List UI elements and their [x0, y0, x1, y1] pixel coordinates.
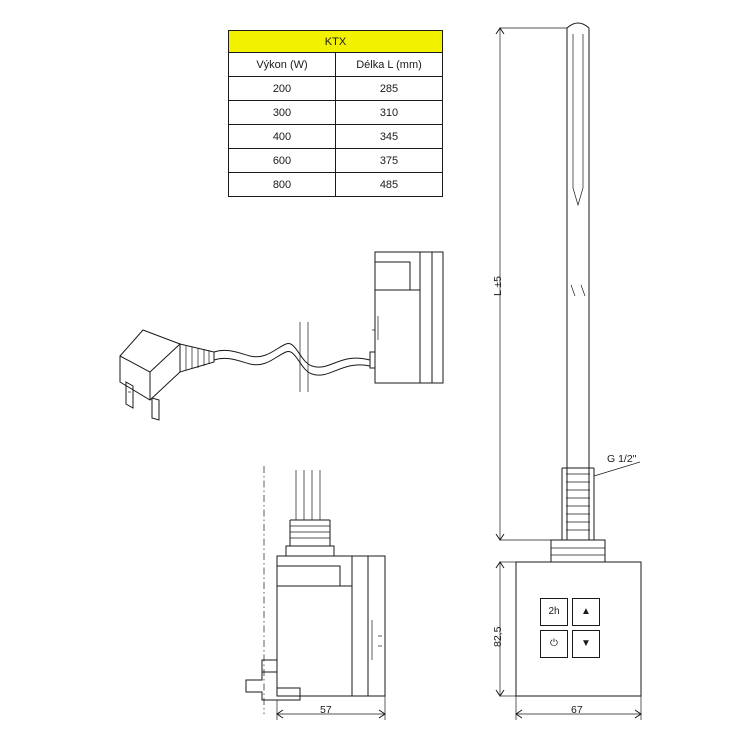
cell-power: 400 — [229, 125, 336, 149]
dimension-label-side-width: 57 — [320, 704, 332, 716]
cell-length: 485 — [336, 173, 443, 197]
table-header-length: Délka L (mm) — [336, 53, 443, 77]
cell-length: 375 — [336, 149, 443, 173]
down-button[interactable]: ▼ — [572, 630, 600, 658]
collar — [551, 540, 605, 562]
control-keypad[interactable] — [540, 598, 602, 660]
cell-power: 200 — [229, 77, 336, 101]
timer-button[interactable]: 2h — [540, 598, 568, 626]
power-button[interactable]: ⏻ — [540, 630, 568, 658]
control-box-side-view — [246, 466, 385, 720]
cell-power: 300 — [229, 101, 336, 125]
table-header-power: Výkon (W) — [229, 53, 336, 77]
cell-length: 285 — [336, 77, 443, 101]
cell-length: 310 — [336, 101, 443, 125]
cable-assembly — [120, 252, 443, 420]
dimension-label-thread: G 1/2" — [607, 453, 637, 465]
dimension-label-box-height: 82,5 — [492, 626, 504, 647]
dimension-label-front-width: 67 — [571, 704, 583, 716]
cell-power: 600 — [229, 149, 336, 173]
cell-power: 800 — [229, 173, 336, 197]
table-title: KTX — [229, 31, 443, 53]
heating-element-rod — [567, 23, 589, 540]
up-button[interactable]: ▲ — [572, 598, 600, 626]
dimension-label-length: L ±5 — [492, 276, 504, 296]
cell-length: 345 — [336, 125, 443, 149]
